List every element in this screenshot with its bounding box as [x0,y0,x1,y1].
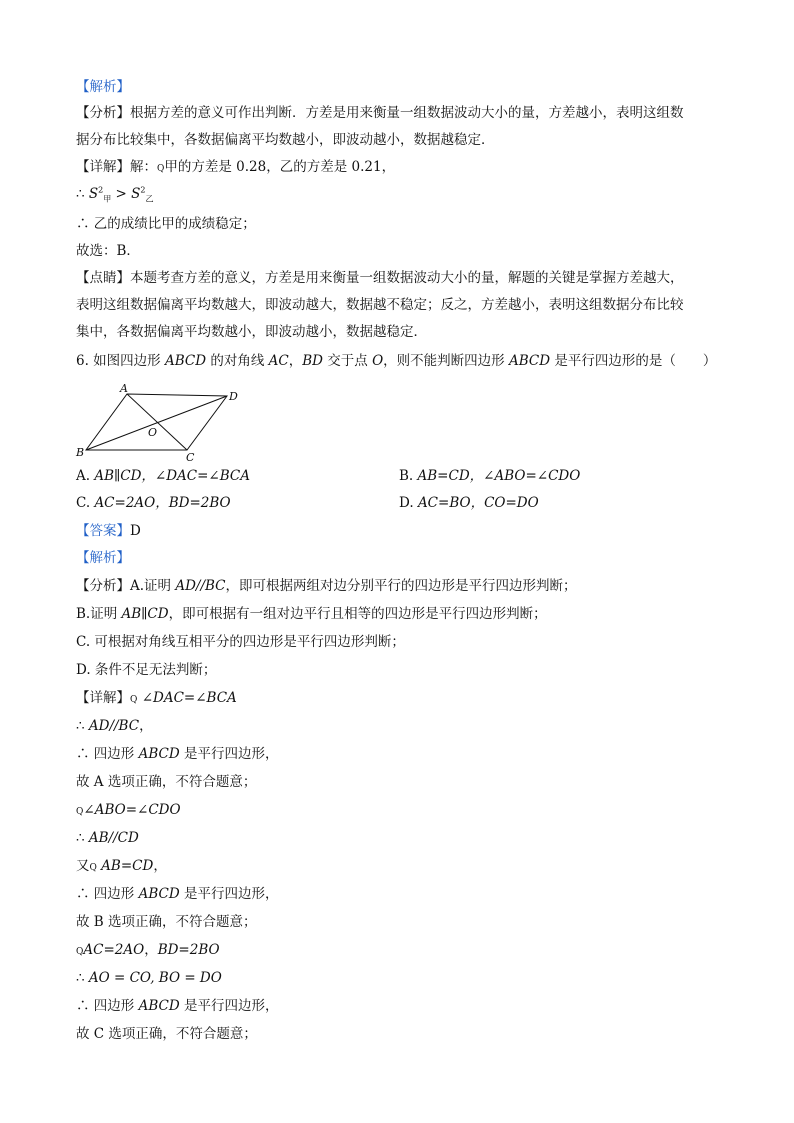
detail-2-line-5: Q∠ABO=∠CDO [76,802,181,818]
therefore-symbol: ∴ [76,186,85,202]
option-d: D. AC=BO，CO=DO [399,495,539,511]
analysis-label: 【解析】 [76,79,130,95]
detail-2-line-13: 故 C 选项正确，不符合题意； [76,1026,257,1042]
option-b: B. AB=CD，∠ABO=∠CDO [399,468,581,484]
detail-2-line-8: ∴ 四边形 ABCD 是平行四边形， [76,886,279,902]
detail-2-line-12: ∴ 四边形 ABCD 是平行四边形， [76,998,279,1014]
analysis-line-1: 【分析】根据方差的意义可作出判断．方差是用来衡量一组数据波动大小的量，方差越小，表明这组数 [76,105,684,121]
answer-line [76,522,141,540]
diagonal-ac [127,394,187,450]
variance-compare: ∴ $S^2_甲 > S^2_乙$ [76,185,154,204]
because-symbol: Q [157,164,165,174]
analysis-2-line-4: D. 条件不足无法判断； [76,662,217,678]
detail-2-line-3: ∴ 四边形 ABCD 是平行四边形， [76,746,279,762]
xiangjie-tag: 【详解】 [76,159,130,175]
dianjing-tag: 【点睛】 [76,270,130,286]
detail-2-line-10: QAC=2AO，BD=2BO [76,942,220,958]
detail-2-line-1: 【详解】Q ∠DAC=∠BCA [76,690,237,706]
detail-2-line-4: 故 A 选项正确，不符合题意； [76,774,257,790]
answer-value: D [130,523,141,539]
analysis-2-line-1: 【分析】A.证明 AD//BC，即可根据两组对边分别平行的四边形是平行四边形判断； [76,578,577,594]
dianjing-line-3: 集中，各数据偏离平均数越小，即波动越小，数据越稳定． [76,324,427,340]
diagonal-bd [86,396,227,450]
dianjing-line-2: 表明这组数据偏离平均数越大，即波动越大，数据越不稳定；反之，方差越小，表明这组数据分布比较 [76,297,684,313]
detail-2-line-7: 又Q AB=CD， [76,858,167,874]
dianjing-line-1: 【点睛】本题考查方差的意义，方差是用来衡量一组数据波动大小的量，解题的关键是掌握方差越大， [76,270,684,286]
question-6-stem: 6. 如图四边形 ABCD 的对角线 AC，BD 交于点 O，则不能判断四边形 ABCD 是平行四边形的是（ ） [76,353,717,369]
parallelogram-figure [72,382,252,462]
vertex-label-b: B [76,446,85,459]
vertex-label-a: A [120,382,128,395]
analysis-2-line-2: B.证明 AB∥CD，即可根据有一组对边平行且相等的四边形是平行四边形判断； [76,606,547,622]
analysis-heading [76,78,130,96]
vertex-label-d: D [229,390,238,403]
detail-2-line-9: 故 B 选项正确，不符合题意； [76,914,257,930]
vertex-label-c: C [186,451,195,462]
option-c: C. AC=2AO，BD=2BO [76,495,231,511]
analysis-line-2: 据分布比较集中，各数据偏离平均数越小，即波动越小，数据越稳定． [76,132,495,148]
choose-line: 故选：B． [76,243,140,259]
fenxi-tag: 【分析】 [76,105,130,121]
analysis-2-line-3: C. 可根据对角线互相平分的四边形是平行四边形判断； [76,634,405,650]
detail-line-1: 【详解】解：Q甲的方差是 0.28，乙的方差是 0.21， [76,159,396,175]
conclusion-line: ∴ 乙的成绩比甲的成绩稳定； [76,216,256,232]
option-a: A. AB∥CD，∠DAC=∠BCA [76,468,250,484]
analysis-heading-2: 【解析】 [76,550,130,566]
answer-tag: 【答案】 [76,523,130,539]
detail-2-line-11: ∴ AO = CO, BO = DO [76,970,222,986]
detail-2-line-2: ∴ AD//BC， [76,718,153,734]
center-label-o: O [148,426,158,439]
detail-2-line-6: ∴ AB//CD [76,830,139,846]
